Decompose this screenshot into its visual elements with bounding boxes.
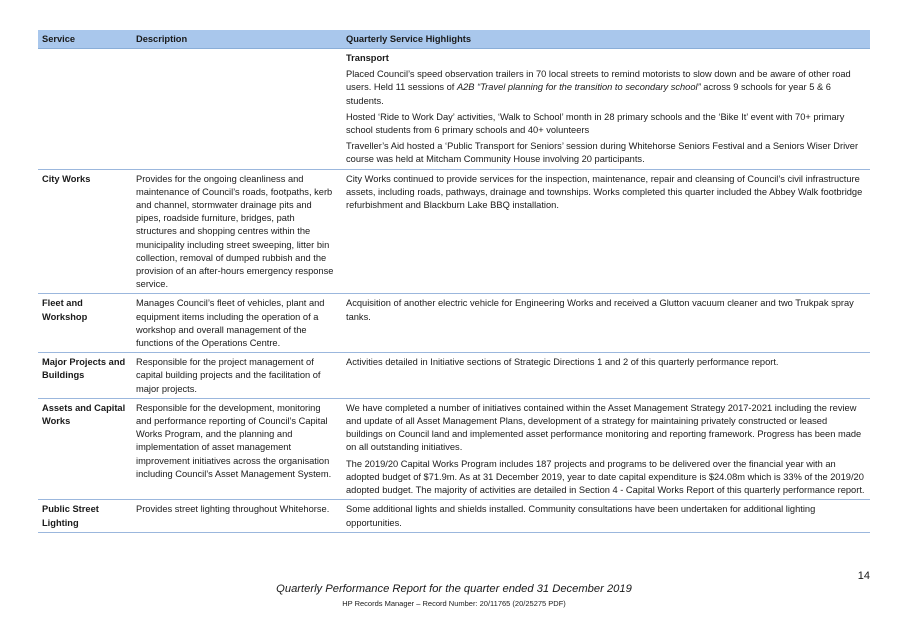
assets-highlight-1: We have completed a number of initiatives contained within the Asset Management Strategy 2017-2021 including the review and update of all Asset Management Plans, development of a strategy for maintaining privately constructed or leased buildings on Council land and implemented asset performance monitoring and reporting framework. Progress has been made on all outstanding initiatives. — [346, 402, 862, 453]
column-header-highlights: Quarterly Service Highlights — [342, 30, 870, 49]
assets-highlight-2: The 2019/20 Capital Works Program includes 187 projects and programs to be delivered over the financial year with an adopted budget of $71.9m. As at 31 December 2019, year to date capital expenditure is $24.08m which is 33% of the 2019/20 adopted budget. The majority of activities are detailed in Section 4 - Capital Works Report of this quarterly performance report. — [346, 458, 865, 496]
service-description: Responsible for the project management of capital building projects and the facilitation of major projects. — [132, 353, 342, 399]
transport-highlight-1: Placed Council’s speed observation trailers in 70 local streets to remind motorists to slow down and be aware of other road users. Held 11 sessions of A2B “Travel planning for the transition to secondary school” across 9 schools for year 5 & 6 students. — [346, 69, 851, 106]
transport-highlight-3: Traveller’s Aid hosted a ‘Public Transport for Seniors’ session during Whitehorse Seniors Festival and a Seniors Wiser Driver course was held at Mitcham Community House involving 20 participants. — [346, 141, 859, 165]
service-highlight: Acquisition of another electric vehicle for Engineering Works and received a Glutton vacuum cleaner and two Trukpak spray tanks. — [342, 294, 870, 353]
service-highlight: City Works continued to provide services for the inspection, maintenance, repair and cleansing of Council’s civil infrastructure assets, including roads, pathways, drainage and townships. Works completed this quarter included the Abbey Walk footbridge refurbishment and Blackburn Lake BBQ installation. — [342, 169, 870, 294]
table-row-lighting — [38, 500, 870, 532]
service-name: Major Projects and Buildings — [38, 353, 132, 399]
page-number: 14 — [857, 570, 870, 582]
transport-highlight-2: Hosted ‘Ride to Work Day’ activities, ‘Walk to School’ month in 28 primary schools and the ‘Bike It’ event with 70+ primary school students from 6 primary schools and 40+ volunteers — [346, 111, 845, 136]
service-cell — [38, 49, 132, 170]
footer-record-number: HP Records Manager – Record Number: 20/11765 (20/25275 PDF) — [342, 599, 566, 608]
service-highlight: Activities detailed in Initiative sections of Strategic Directions 1 and 2 of this quarterly performance report. — [342, 353, 870, 399]
service-description: Provides street lighting throughout Whitehorse. — [132, 500, 342, 532]
description-cell — [132, 49, 342, 170]
table-header-row — [38, 30, 870, 49]
transport-subheading: Transport — [346, 53, 389, 63]
service-highlight: Some additional lights and shields installed. Community consultations have been undertaken for additional lighting opportunities. — [342, 500, 870, 532]
footer-title: Quarterly Performance Report for the quarter ended 31 December 2019 — [276, 583, 632, 595]
service-name: Assets and Capital Works — [38, 398, 132, 499]
column-header-description: Description — [132, 30, 342, 49]
service-description: Responsible for the development, monitoring and performance reporting of Council’s Capital Works Program, and the planning and implementation of asset management improvement initiatives across the organisation including Council’s Asset Management System. — [132, 398, 342, 499]
service-name: Fleet and Workshop — [38, 294, 132, 353]
service-highlight — [342, 398, 870, 499]
table-row-fleet — [38, 294, 870, 353]
service-name: Public Street Lighting — [38, 500, 132, 532]
service-name: City Works — [38, 169, 132, 294]
column-header-service: Service — [38, 30, 132, 49]
highlights-cell — [342, 49, 870, 170]
table-row-major-projects — [38, 353, 870, 399]
report-page — [38, 30, 870, 533]
table-row-transport — [38, 49, 870, 170]
table-row-city-works — [38, 169, 870, 294]
service-description: Provides for the ongoing cleanliness and maintenance of Council’s roads, footpaths, kerb and channel, stormwater drainage pits and pipes, roadside furniture, bridges, path structures and shopping centres within the municipality including street sweeping, litter bin collection, removal of dumped rubbish and the provision of an after-hours emergency response service. — [132, 169, 342, 294]
table-row-assets — [38, 398, 870, 499]
service-table — [38, 30, 870, 533]
service-description: Manages Council’s fleet of vehicles, plant and equipment items including the operation of a workshop and overall management of the functions of the Operations Centre. — [132, 294, 342, 353]
